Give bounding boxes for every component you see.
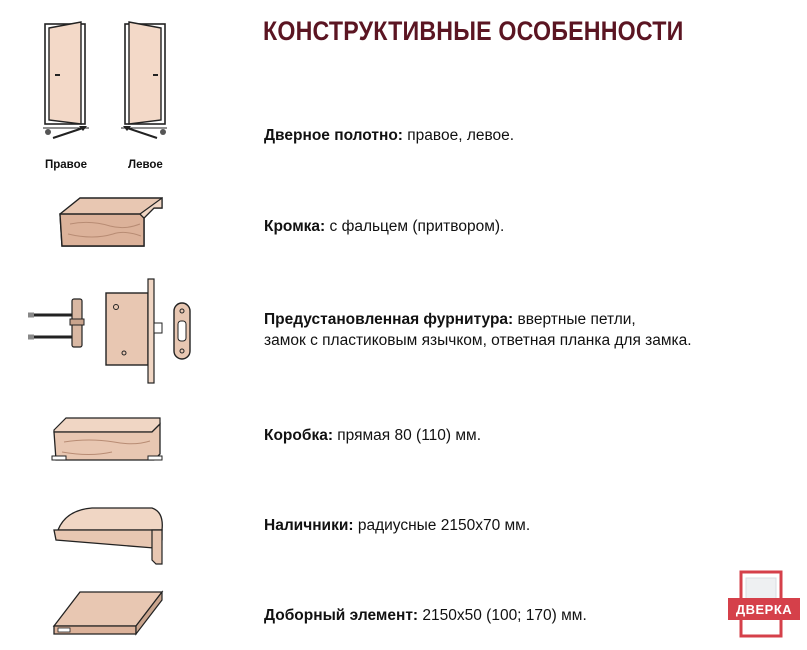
feature-label: Предустановленная фурнитура: [264,311,514,328]
feature-frame [264,425,481,446]
feature-label: Коробка: [264,427,333,444]
feature-value: прямая 80 (110) мм. [332,427,482,444]
hinge-icon [28,299,84,347]
brand-logo [728,570,802,648]
feature-value: 2150х50 (100; 170) мм. [418,607,587,624]
feature-label: Наличники: [264,517,354,534]
feature-edge [264,216,504,237]
feature-value: ввертные петли, [513,311,636,328]
right-door-icon [43,22,89,138]
hardware-illustration [24,275,199,385]
lock-icon [106,279,162,383]
feature-label: Доборный элемент: [264,607,419,624]
feature-casing [264,515,530,536]
feature-extension [264,605,587,626]
feature-value: радиусные 2150х70 мм. [353,517,531,534]
feature-value-line2: замок с пластиковым язычком, ответная планка для замка. [264,332,692,349]
left-door-icon [121,22,167,138]
door-caption-right: Правое [45,159,88,171]
extension-board-illustration [44,586,170,642]
door-orientation-illustration [35,20,175,150]
feature-value: с фальцем (притвором). [325,218,505,235]
brand-logo-text: ДВЕРКА [735,602,793,617]
casing-illustration [44,500,170,566]
feature-label: Дверное полотно: [264,127,403,144]
strike-plate-icon [174,303,190,359]
door-edge-profile-illustration [50,194,165,256]
door-caption-left: Левое [128,159,163,171]
feature-value: правое, левое. [402,127,515,144]
door-frame-illustration [44,412,170,467]
feature-label: Кромка: [264,218,326,235]
feature-door-leaf [264,125,514,146]
feature-hardware [264,309,692,351]
page-title: КОНСТРУКТИВНЫЕ ОСОБЕННОСТИ [263,16,684,46]
